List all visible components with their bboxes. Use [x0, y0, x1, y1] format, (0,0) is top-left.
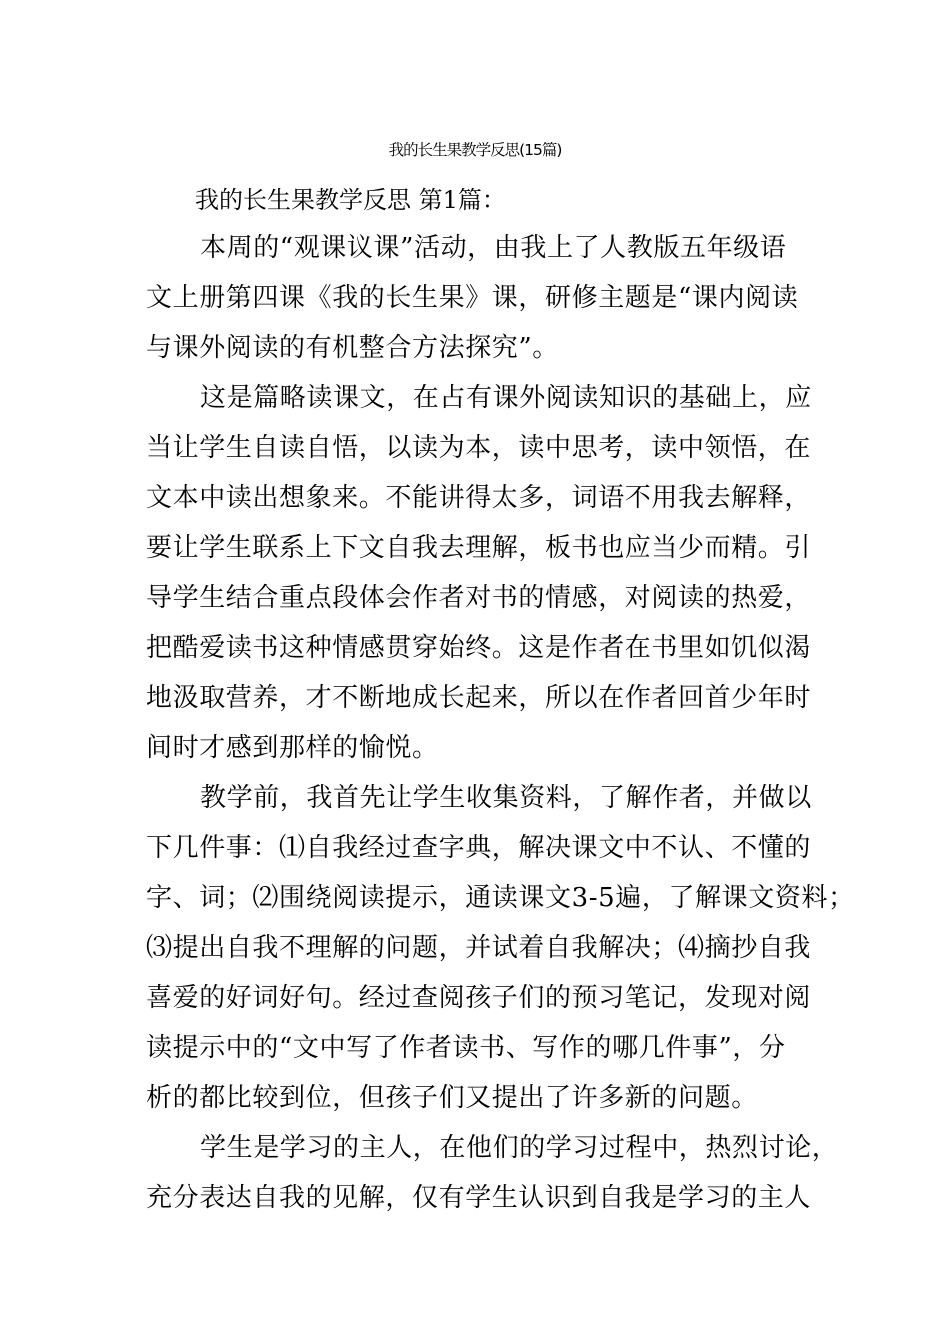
paragraph-line: 与课外阅读的有机整合方法探究”。: [146, 333, 559, 363]
paragraph-line: 下几件事：⑴自我经过查字典，解决课文中不认、不懂的: [146, 833, 812, 863]
document-title: 我的长生果教学反思(15篇): [388, 141, 562, 159]
paragraph-line: 本周的“观课议课”活动，由我上了人教版五年级语: [200, 233, 787, 263]
paragraph-line: 教学前，我首先让学生收集资料，了解作者，并做以: [200, 783, 812, 813]
paragraph-line: 充分表达自我的见解，仅有学生认识到自我是学习的主人: [146, 1183, 812, 1213]
paragraph-line: ⑶提出自我不理解的问题，并试着自我解决；⑷摘抄自我: [146, 933, 812, 963]
paragraph-line: 文上册第四课《我的长生果》课，研修主题是“课内阅读: [146, 283, 799, 313]
paragraph-line: 学生是学习的主人，在他们的学习过程中，热烈讨论，: [200, 1133, 839, 1163]
paragraph-line: 把酷爱读书这种情感贯穿始终。这是作者在书里如饥似渴: [146, 633, 812, 663]
paragraph-line: 字、词；⑵围绕阅读提示，通读课文3-5遍，了解课文资料；: [146, 883, 855, 913]
paragraph-line: 地汲取营养，才不断地成长起来，所以在作者回首少年时: [146, 683, 812, 713]
paragraph-line: 当让学生自读自悟，以读为本，读中思考，读中领悟，在: [146, 433, 812, 463]
paragraph-line: 喜爱的好词好句。经过查阅孩子们的预习笔记，发现对阅: [146, 983, 812, 1013]
paragraph-line: 要让学生联系上下文自我去理解，板书也应当少而精。引: [146, 533, 812, 563]
paragraph-line: 文本中读出想象来。不能讲得太多，词语不用我去解释，: [146, 483, 812, 513]
paragraph-line: 这是篇略读课文，在占有课外阅读知识的基础上，应: [200, 383, 812, 413]
paragraph-line: 读提示中的“文中写了作者读书、写作的哪几件事”，分: [146, 1033, 786, 1063]
section-heading: 我的长生果教学反思 第1篇：: [195, 186, 506, 214]
paragraph-line: 导学生结合重点段体会作者对书的情感，对阅读的热爱，: [146, 583, 812, 613]
paragraph-line: 析的都比较到位，但孩子们又提出了许多新的问题。: [146, 1083, 758, 1113]
paragraph-line: 间时才感到那样的愉悦。: [146, 733, 439, 763]
